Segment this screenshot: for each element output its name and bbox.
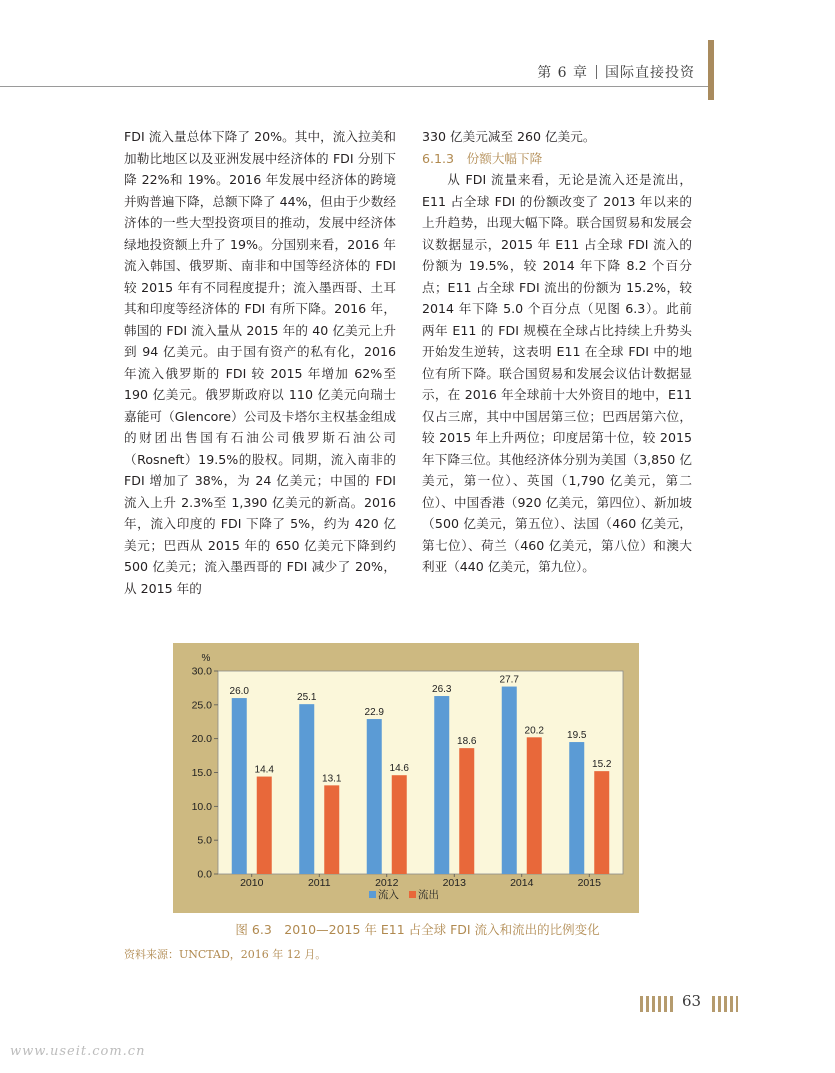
bar-inflow [299, 704, 314, 874]
source-note: 资料来源：UNCTAD，2016 年 12 月。 [124, 948, 327, 961]
bar-chart [173, 643, 639, 913]
x-tick-label: 2012 [375, 877, 399, 889]
data-label: 14.6 [389, 763, 409, 775]
data-label: 13.1 [322, 773, 342, 785]
watermark: www.useit.com.cn [10, 1044, 146, 1059]
bar-inflow [232, 698, 247, 874]
legend-swatch-inflow [369, 891, 376, 898]
section-heading: 6.1.3 份额大幅下降 [422, 150, 543, 166]
x-tick-label: 2013 [442, 877, 466, 889]
y-tick-label: 15.0 [191, 767, 212, 779]
plot-area [218, 671, 623, 874]
left-column [124, 126, 396, 599]
y-tick-label: 5.0 [197, 834, 212, 847]
y-tick-label: 25.0 [191, 699, 212, 712]
header-tab-marker [708, 40, 714, 100]
bar-outflow [324, 785, 339, 874]
running-header [537, 62, 695, 82]
data-label: 27.7 [499, 674, 519, 686]
bar-outflow [594, 771, 609, 874]
data-label: 19.5 [567, 730, 587, 742]
data-label: 25.1 [297, 692, 317, 704]
bar-outflow [527, 737, 542, 874]
data-label: 22.9 [364, 707, 384, 719]
page-number: 63 [682, 992, 702, 1010]
x-tick-label: 2015 [577, 877, 601, 889]
legend-label-inflow: 流入 [378, 889, 399, 901]
page-stripes-right [712, 996, 738, 1012]
figure-caption: 图 6.3 2010—2015 年 E11 占全球 FDI 流入和流出的比例变化 [235, 922, 600, 937]
right-column [422, 126, 692, 578]
left-column-text: FDI 流入量总体下降了 20%。其中，流入拉美和加勒比地区以及亚洲发展中经济体的 FDI 分别下降 22%和 19%。2016 年发展中经济体的跨境并购普遍下降，总额下降了 44%，但由于少数经济体的一些大型投资项目的推动，发展中经济体绿地投资额上升了 19%。分国别来看，2016 年流入韩国、俄罗斯、南非和中国等经济体的 FDI 较 2015 年有不同程度提升；流入墨西哥、土耳其和印度等经济体的 FDI 有所下降。2016 年，韩国的 FDI 流入量从 2015 年的 40 亿美元上升到 94 亿美元。由于国有资产的私有化，2016 年流入俄罗斯的 FDI 较 2015 年增加 62%至 190 亿美元。俄罗斯政府以 110 亿美元向瑞士嘉能可（Glencore）公司及卡塔尔主权基金组成的财团出售国有石油公司俄罗斯石油公司（Rosneft）19.5%的股权。同期，流入南非的 FDI 增加了 38%，为 24 亿美元；中国的 FDI 流入上升 2.3%至 1,390 亿美元的新高。2016 年，流入印度的 FDI 下降了 5%，约为 420 亿美元；巴西从 2015 年的 650 亿美元下降到约 500 亿美元；流入墨西哥的 FDI 减少了 20%，从 2015 年的 [124, 129, 396, 596]
data-label: 15.2 [592, 759, 612, 771]
continuation-text: 330 亿美元减至 260 亿美元。 [422, 129, 596, 144]
y-tick-label: 20.0 [191, 733, 212, 746]
y-tick-label: 10.0 [191, 800, 212, 813]
chart-frame [173, 643, 639, 913]
legend-swatch-outflow [409, 891, 416, 898]
x-tick-label: 2010 [240, 877, 264, 889]
bar-outflow [459, 748, 474, 874]
y-tick-label: 30.0 [191, 665, 212, 678]
bar-inflow [502, 687, 517, 874]
bar-outflow [392, 775, 407, 874]
x-tick-label: 2014 [510, 877, 534, 889]
bar-inflow [434, 696, 449, 874]
data-label: 20.2 [524, 725, 544, 737]
chapter-number: 第 6 章 [537, 65, 588, 81]
data-label: 18.6 [457, 736, 477, 748]
bar-inflow [367, 719, 382, 874]
data-label: 26.0 [229, 686, 249, 698]
bar-inflow [569, 742, 584, 874]
chapter-title: 国际直接投资 [605, 65, 695, 81]
x-tick-label: 2011 [307, 877, 331, 889]
y-tick-label: 0.0 [197, 868, 212, 881]
data-label: 14.4 [254, 764, 274, 776]
header-divider [596, 65, 597, 79]
data-label: 26.3 [432, 684, 452, 696]
legend-label-outflow: 流出 [418, 889, 439, 901]
header-rule [0, 86, 708, 87]
page-stripes-left [640, 996, 676, 1012]
body-paragraph: 从 FDI 流量来看，无论是流入还是流出，E11 占全球 FDI 的份额改变了 2013 年以来的上升趋势，出现大幅下降。联合国贸易和发展会议数据显示，2015 年 E11 占全球 FDI 流入的份额为 19.5%，较 2014 年下降 8.2 个百分点；E11 占全球 FDI 流出的份额为 15.2%，较 2014 年下降 5.0 个百分点（见图 6.3）。此前两年 E11 的 FDI 规模在全球占比持续上升势头开始发生逆转，这表明 E11 在全球 FDI 中的地位有所下降。联合国贸易和发展会议估计数据显示，在 2016 年全球前十大外资目的地中，E11 仅占三席，其中中国居第三位；巴西居第六位，较 2015 年上升两位；印度居第十位，较 2015 年下降三位。其他经济体分别为美国（3,850 亿美元，第一位）、英国（1,790 亿美元，第二位）、中国香港（920 亿美元，第四位）、新加坡（500 亿美元，第五位）、法国（460 亿美元，第七位）、荷兰（460 亿美元，第八位）和澳大利亚（440 亿美元，第九位）。 [422, 172, 692, 574]
y-axis-unit: % [201, 653, 211, 664]
bar-outflow [257, 777, 272, 874]
